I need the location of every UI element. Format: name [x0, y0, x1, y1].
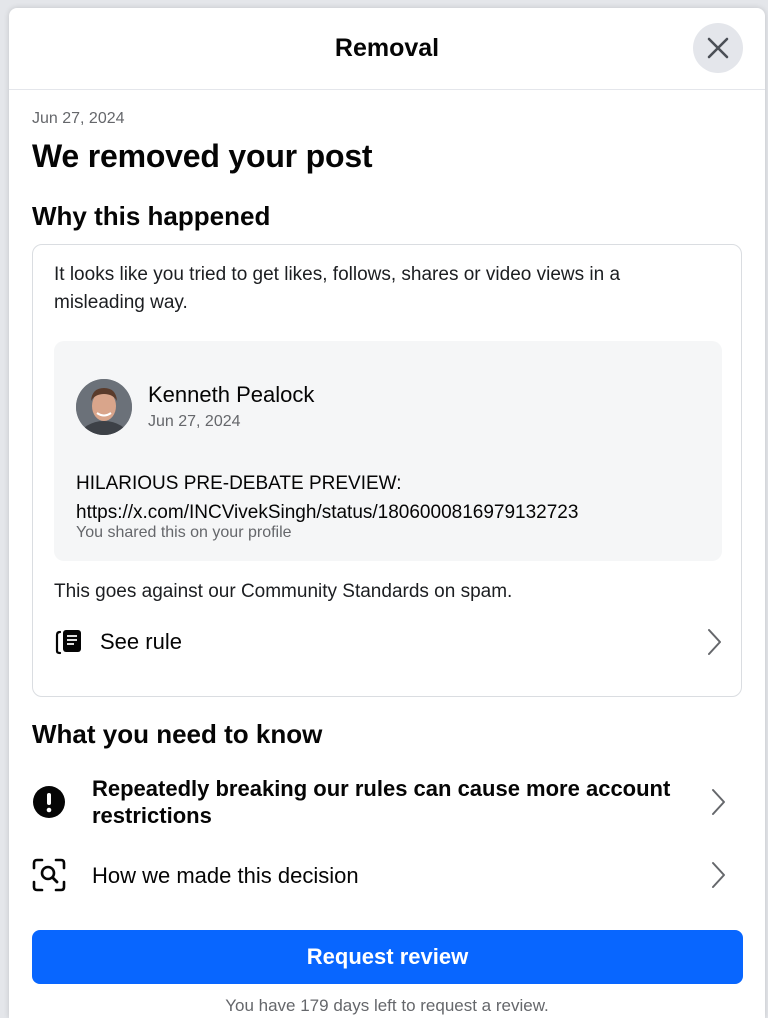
close-icon	[707, 37, 729, 59]
see-rule-button[interactable]	[54, 617, 722, 667]
avatar	[76, 379, 132, 435]
removal-date: Jun 27, 2024	[32, 110, 125, 127]
post-text-line-2: https://x.com/INCVivekSingh/status/1806000816979132723	[76, 502, 579, 523]
rulebook-icon	[54, 628, 84, 656]
chevron-right-icon	[710, 861, 726, 889]
dialog-body	[9, 110, 765, 905]
alert-icon	[32, 785, 66, 819]
close-button[interactable]	[693, 23, 743, 73]
dialog-header	[9, 8, 765, 90]
know-heading: What you need to know	[32, 719, 323, 749]
post-author: Kenneth Pealock	[148, 382, 315, 407]
post-preview	[54, 341, 722, 561]
post-date: Jun 27, 2024	[148, 413, 241, 430]
know-item-label: Repeatedly breaking our rules can cause more account restrictions	[92, 776, 671, 828]
know-item-decision[interactable]	[32, 845, 742, 905]
request-review-button[interactable]: Request review	[32, 930, 743, 984]
magnify-scan-icon	[32, 858, 66, 892]
reason-text: It looks like you tried to get likes, follows, shares or video views in a misleading way.	[54, 264, 621, 313]
standards-text: This goes against our Community Standards on spam.	[54, 581, 513, 602]
post-text-line-1: HILARIOUS PRE-DEBATE PREVIEW:	[76, 473, 402, 494]
know-item-label: How we made this decision	[92, 862, 359, 888]
reason-card	[32, 244, 742, 697]
post-text	[76, 469, 578, 527]
review-deadline-note: You have 179 days left to request a review.	[225, 996, 549, 1015]
know-item-restrictions[interactable]	[32, 772, 742, 832]
see-rule-label: See rule	[100, 629, 182, 654]
dialog-title: Removal	[334, 34, 440, 62]
post-meta: You shared this on your profile	[76, 524, 292, 541]
removal-dialog	[9, 8, 765, 1018]
page-title: We removed your post	[32, 138, 373, 174]
chevron-right-icon	[706, 628, 722, 656]
why-heading: Why this happened	[32, 201, 271, 231]
chevron-right-icon	[710, 788, 726, 816]
